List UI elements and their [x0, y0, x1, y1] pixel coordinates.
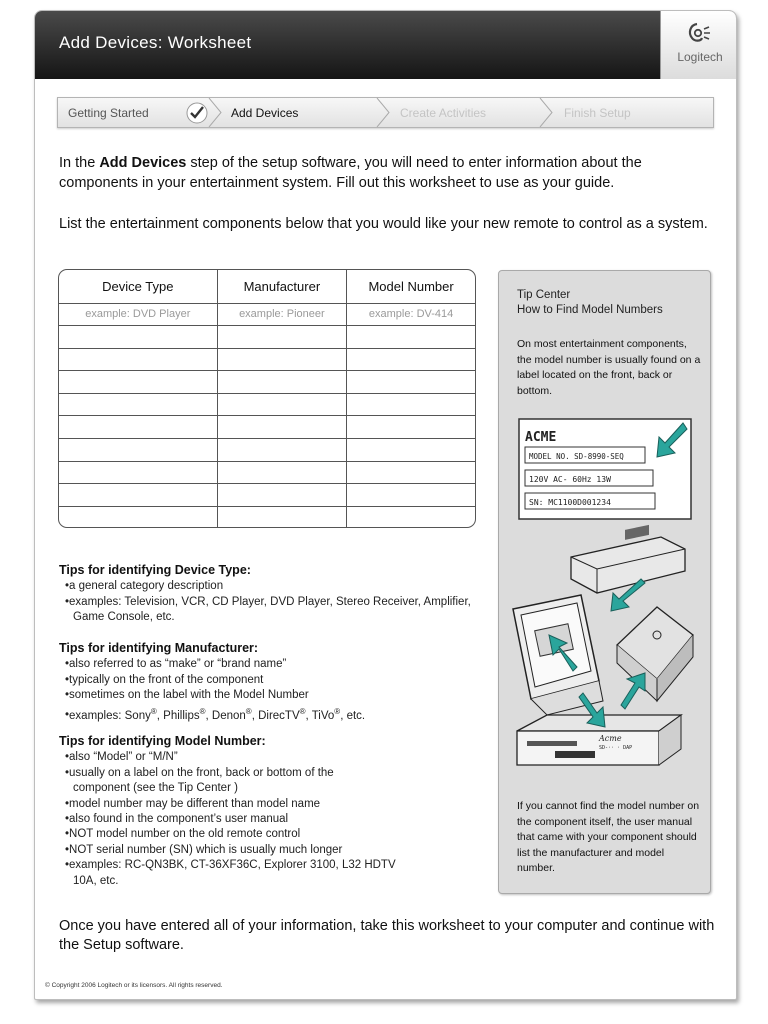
table-cell[interactable] — [347, 484, 475, 507]
table-cell[interactable] — [347, 439, 475, 462]
list-item: • also “Model” or “M/N” — [59, 750, 479, 765]
table-cell[interactable] — [217, 326, 347, 349]
list-item: • sometimes on the label with the Model Number — [59, 688, 479, 703]
table-cell[interactable] — [347, 506, 475, 528]
tips-device-type — [59, 563, 479, 626]
list-item: • usually on a label on the front, back or bottom of the component (see the Tip Center ) — [59, 766, 389, 797]
table-cell[interactable] — [217, 439, 347, 462]
intro-bold: Add Devices — [99, 155, 187, 171]
example-device-type: example: DVD Player — [85, 308, 191, 321]
model-label-card — [519, 419, 691, 519]
table-cell[interactable] — [217, 506, 347, 528]
tip-center-footer: If you cannot find the model number on the component itself, the user manual that came with your component should list the manufacturer and model number. — [517, 800, 700, 874]
list-item: • also found in the component’s user manual — [59, 812, 479, 827]
table-cell[interactable] — [59, 393, 217, 416]
table-cell[interactable] — [347, 348, 475, 371]
column-header-manufacturer: Manufacturer — [217, 270, 347, 303]
setup-progress-bar — [57, 97, 714, 128]
device-brand-label: Acme — [599, 734, 622, 743]
label-power: 120V AC- 60Hz 13W — [529, 475, 611, 484]
table-row — [59, 416, 475, 439]
table-row — [59, 371, 475, 394]
list-item: • NOT model number on the old remote control — [59, 827, 479, 842]
table-cell[interactable] — [217, 371, 347, 394]
table-cell[interactable] — [347, 461, 475, 484]
tips-model-number-title: Tips for identifying Model Number: — [59, 734, 266, 748]
table-cell[interactable] — [347, 326, 475, 349]
table-row — [59, 348, 475, 371]
tip-center-body: On most entertainment components, the model number is usually found on a label located on the front, back or bottom. — [517, 338, 701, 397]
step-finish-setup: Finish Setup — [564, 106, 631, 120]
table-cell[interactable] — [347, 416, 475, 439]
label-serial: SN: MC1100D001234 — [529, 498, 611, 507]
table-row — [59, 393, 475, 416]
table-cell[interactable] — [217, 416, 347, 439]
example-model-number: example: DV-414 — [347, 303, 475, 326]
table-cell[interactable] — [59, 506, 217, 528]
cable-box-sketch — [571, 525, 685, 611]
television-sketch — [513, 595, 603, 715]
worksheet-page — [34, 10, 737, 1000]
tips-device-type-title: Tips for identifying Device Type: — [59, 563, 251, 577]
tip-center-title: Tip Center How to Find Model Numbers — [517, 289, 663, 316]
label-brand: ACME — [525, 430, 557, 445]
page-title: Add Devices: Worksheet — [59, 33, 252, 52]
copyright-notice: © Copyright 2006 Logitech or its licensors. All rights reserved. — [45, 982, 223, 989]
table-row — [59, 439, 475, 462]
list-item: • examples: Television, VCR, CD Player, DVD Player, Stereo Receiver, Amplifier, Game Console, etc. — [59, 595, 479, 626]
list-item: • examples: RC-QN3BK, CT-36XF36C, Explorer 3100, L32 HDTV 10A, etc. — [59, 858, 409, 889]
check-icon — [186, 102, 208, 124]
tips-model-number — [59, 734, 479, 889]
table-cell[interactable] — [347, 371, 475, 394]
table-cell[interactable] — [217, 461, 347, 484]
column-header-model-number: Model Number — [347, 270, 475, 303]
chevron-separator-icon — [376, 98, 390, 127]
step-getting-started: Getting Started — [68, 106, 149, 120]
example-row — [59, 303, 475, 326]
table-row — [59, 326, 475, 349]
tip-center-panel — [498, 270, 711, 894]
example-manufacturer: example: Pioneer — [217, 303, 347, 326]
list-item: • NOT serial number (SN) which is usually much longer — [59, 843, 479, 858]
list-item: • also referred to as “make” or “brand name” — [59, 657, 479, 672]
table-cell[interactable] — [217, 484, 347, 507]
label-model: MODEL NO. SD-8990-SEQ — [529, 452, 624, 461]
rear-panel-sketch — [617, 607, 693, 709]
list-item: • typically on the front of the component — [59, 673, 479, 688]
table-cell[interactable] — [217, 348, 347, 371]
table-row — [59, 461, 475, 484]
table-cell[interactable] — [217, 393, 347, 416]
model-label-illustration — [507, 409, 703, 799]
tips-manufacturer-title: Tips for identifying Manufacturer: — [59, 641, 259, 655]
device-model-label: SD-·· · DAP — [599, 745, 633, 751]
device-worksheet-table — [58, 269, 476, 528]
table-cell[interactable] — [59, 439, 217, 462]
table-cell[interactable] — [347, 393, 475, 416]
logo-text: Logitech — [677, 50, 723, 64]
intro-paragraph: In the Add Devices step of the setup software, you will need to enter information about the components in your entertainment system. Fill out this worksheet to use as your guide. — [59, 155, 642, 191]
closing-paragraph: Once you have entered all of your information, take this worksheet to your computer and continue with the Setup software. — [59, 918, 715, 953]
table-row — [59, 484, 475, 507]
logitech-logo-icon — [685, 21, 715, 45]
table-row — [59, 506, 475, 528]
list-item: • a general category description — [59, 579, 479, 594]
chevron-separator-icon — [539, 98, 553, 127]
table-cell[interactable] — [59, 461, 217, 484]
arrow-icon — [621, 673, 645, 709]
table-cell[interactable] — [59, 484, 217, 507]
list-heading: List the entertainment components below that you would like your new remote to control as a system. — [59, 216, 708, 232]
list-item: • examples: Sony®, Phillips®, Denon®, DirecTV®, TiVo®, etc. — [59, 704, 479, 724]
table-cell[interactable] — [59, 371, 217, 394]
logitech-logo — [660, 11, 737, 79]
list-item: • model number may be different than model name — [59, 797, 479, 812]
step-create-activities: Create Activities — [400, 106, 487, 120]
table-cell[interactable] — [59, 416, 217, 439]
table-cell[interactable] — [59, 348, 217, 371]
header-bar — [35, 11, 737, 79]
step-add-devices: Add Devices — [231, 106, 299, 120]
column-header-device-type: Device Type — [59, 270, 217, 303]
table-cell[interactable] — [59, 326, 217, 349]
chevron-separator-icon — [208, 98, 222, 127]
tips-manufacturer — [59, 641, 479, 724]
